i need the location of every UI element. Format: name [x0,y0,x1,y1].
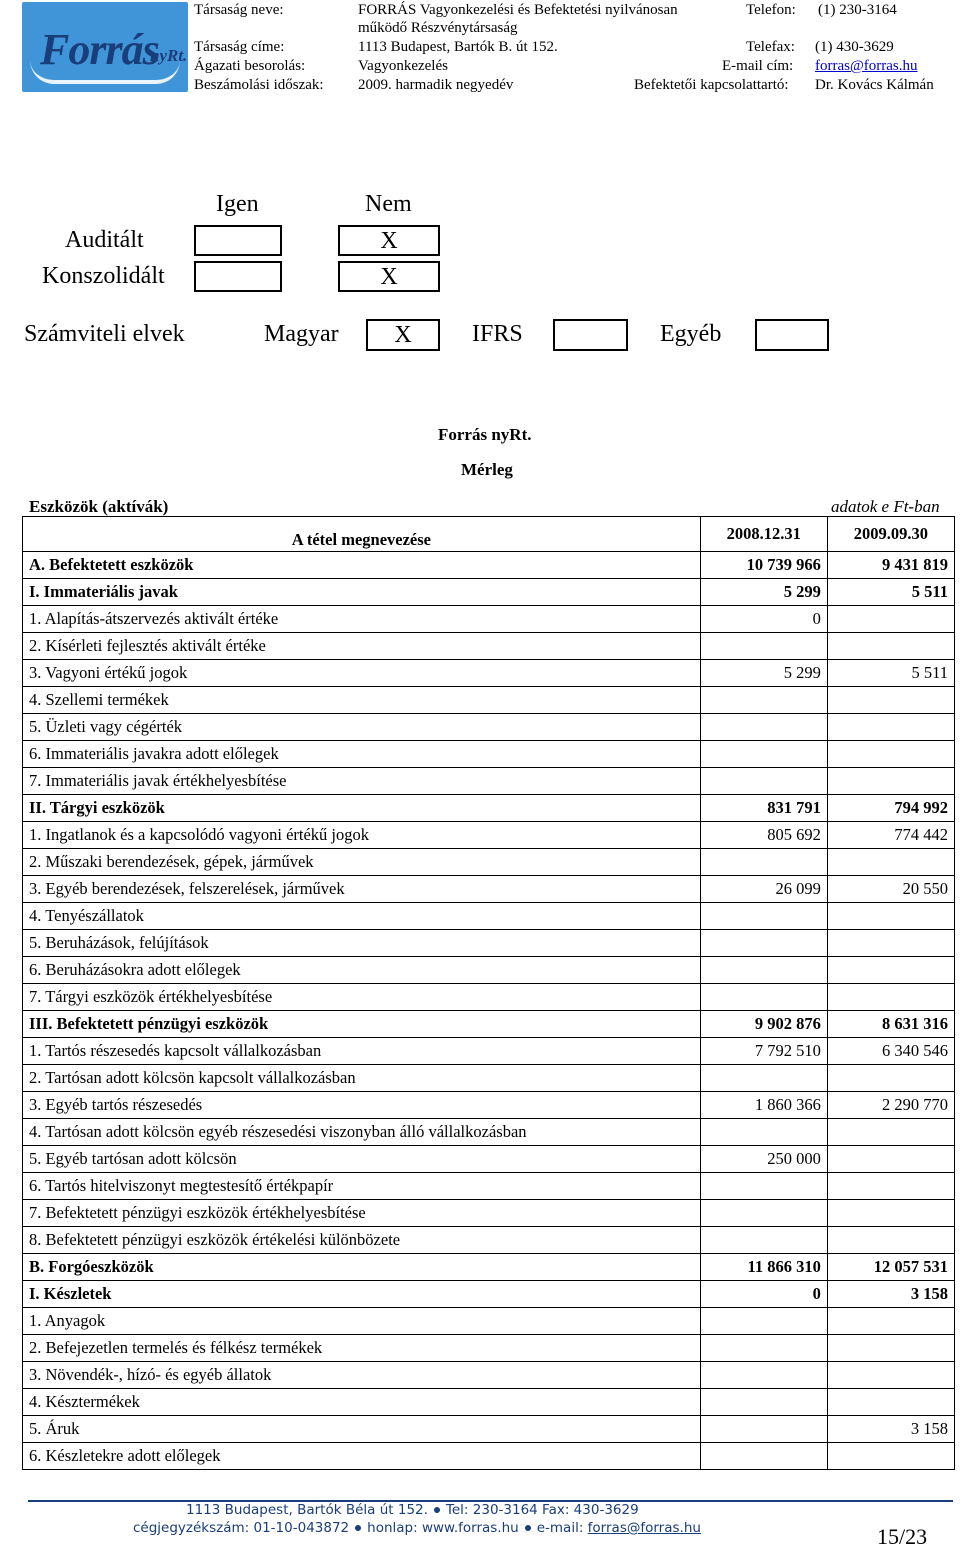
row-value-2008 [700,768,827,795]
table-row [23,1254,955,1281]
table-row [23,957,955,984]
no-header: Nem [365,191,412,217]
row-value-2009: 20 550 [827,876,954,903]
fax-label: Telefax: [746,39,795,55]
table-row [23,687,955,714]
company-name-label: Társaság neve: [194,2,284,18]
row-value-2008 [700,1335,827,1362]
company-logo [22,2,188,92]
table-row [23,1092,955,1119]
row-value-2009 [827,1065,954,1092]
row-value-2008: 805 692 [700,822,827,849]
row-value-2008 [700,1389,827,1416]
audited-no-box[interactable]: X [338,225,440,256]
row-value-2009: 12 057 531 [827,1254,954,1281]
table-row [23,1011,955,1038]
table-row [23,1065,955,1092]
row-value-2008 [700,1416,827,1443]
audited-label: Auditált [65,227,144,253]
row-value-2009 [827,768,954,795]
other-label: Egyéb [660,321,722,347]
row-name: 7. Tárgyi eszközök értékhelyesbítése [23,984,701,1011]
row-value-2009 [827,1173,954,1200]
row-value-2009: 5 511 [827,579,954,606]
row-value-2009 [827,903,954,930]
row-value-2009 [827,1227,954,1254]
row-name: 1. Alapítás-átszervezés aktivált értéke [23,606,701,633]
row-name: III. Befektetett pénzügyi eszközök [23,1011,701,1038]
row-name: 1. Anyagok [23,1308,701,1335]
row-name: 6. Készletekre adott előlegek [23,1443,701,1470]
row-value-2009: 794 992 [827,795,954,822]
row-value-2009: 8 631 316 [827,1011,954,1038]
row-value-2009 [827,741,954,768]
logo-text: Forrás [40,25,159,74]
row-value-2009: 6 340 546 [827,1038,954,1065]
row-value-2009 [827,1362,954,1389]
row-name: I. Készletek [23,1281,701,1308]
row-value-2009 [827,849,954,876]
row-name: I. Immateriális javak [23,579,701,606]
table-row [23,1038,955,1065]
row-name: 4. Tartósan adott kölcsön egyéb részesedési viszonyban álló vállalkozásban [23,1119,701,1146]
statement-title: Mérleg [461,460,513,479]
row-value-2008: 9 902 876 [700,1011,827,1038]
table-row [23,930,955,957]
row-value-2009 [827,606,954,633]
phone-label: Telefon: [746,2,796,18]
table-row [23,1119,955,1146]
col-header-2008: 2008.12.31 [700,517,827,552]
table-row [23,714,955,741]
row-value-2008: 0 [700,606,827,633]
unit-note: adatok e Ft-ban [831,497,940,516]
fax-value: (1) 430-3629 [815,39,894,55]
row-name: 4. Szellemi termékek [23,687,701,714]
row-value-2009 [827,1335,954,1362]
row-value-2009 [827,930,954,957]
row-name: 5. Egyéb tartósan adott kölcsön [23,1146,701,1173]
phone-value: (1) 230-3164 [818,2,897,18]
accounting-label: Számviteli elvek [24,321,185,347]
table-row [23,1362,955,1389]
row-value-2008: 831 791 [700,795,827,822]
row-value-2008: 5 299 [700,660,827,687]
row-value-2008 [700,714,827,741]
row-value-2008 [700,957,827,984]
investor-value: Dr. Kovács Kálmán [815,77,934,93]
row-name: 7. Immateriális javak értékhelyesbítése [23,768,701,795]
row-name: 2. Műszaki berendezések, gépek, járművek [23,849,701,876]
row-value-2009 [827,1200,954,1227]
table-row [23,1200,955,1227]
row-value-2009 [827,1389,954,1416]
table-row [23,1308,955,1335]
table-row [23,741,955,768]
table-row [23,1281,955,1308]
table-row [23,579,955,606]
row-value-2009 [827,1119,954,1146]
row-name: 1. Ingatlanok és a kapcsolódó vagyoni értékű jogok [23,822,701,849]
row-name: 2. Kísérleti fejlesztés aktivált értéke [23,633,701,660]
hungarian-box[interactable]: X [366,319,440,351]
table-row [23,1335,955,1362]
row-value-2008 [700,741,827,768]
row-value-2009 [827,1308,954,1335]
row-value-2008 [700,1065,827,1092]
consolidated-yes-box[interactable] [194,261,282,292]
row-name: A. Befektetett eszközök [23,552,701,579]
table-row [23,903,955,930]
row-value-2009 [827,1146,954,1173]
row-name: 8. Befektetett pénzügyi eszközök értékelési különbözete [23,1227,701,1254]
table-row [23,876,955,903]
footer-line2 [133,1520,701,1536]
row-name: B. Forgóeszközök [23,1254,701,1281]
email-label: E-mail cím: [722,58,794,74]
row-value-2008: 7 792 510 [700,1038,827,1065]
row-name: 2. Tartósan adott kölcsön kapcsolt vállalkozásban [23,1065,701,1092]
row-value-2009: 2 290 770 [827,1092,954,1119]
sector-label: Ágazati besorolás: [194,58,306,74]
row-name: 3. Egyéb berendezések, felszerelések, járművek [23,876,701,903]
row-value-2008 [700,1200,827,1227]
row-value-2008: 10 739 966 [700,552,827,579]
row-name: 6. Tartós hitelviszonyt megtestesítő értékpapír [23,1173,701,1200]
row-name: 3. Egyéb tartós részesedés [23,1092,701,1119]
row-value-2008 [700,1443,827,1470]
row-value-2008 [700,1227,827,1254]
page-number: 15/23 [877,1524,928,1549]
row-value-2008 [700,1362,827,1389]
row-name: 5. Áruk [23,1416,701,1443]
row-value-2008 [700,687,827,714]
bullet-icon [355,1525,361,1531]
table-row [23,660,955,687]
row-value-2008 [700,930,827,957]
row-value-2009 [827,984,954,1011]
table-row [23,606,955,633]
row-value-2009 [827,1443,954,1470]
table-header-row [23,517,955,552]
footer-address: 1113 Budapest, Bartók Béla út 152. [186,1502,428,1518]
row-value-2009: 3 158 [827,1416,954,1443]
footer-web[interactable]: honlap: www.forras.hu [367,1520,519,1536]
table-row [23,633,955,660]
footer-email-link[interactable]: forras@forras.hu [587,1520,701,1536]
row-name: 4. Tenyészállatok [23,903,701,930]
row-value-2009 [827,957,954,984]
balance-sheet-table [22,516,955,1470]
logo-suffix: nyRt. [150,46,188,65]
row-name: II. Tárgyi eszközök [23,795,701,822]
row-value-2009: 5 511 [827,660,954,687]
email-link[interactable]: forras@forras.hu [815,58,918,74]
company-name-line1: FORRÁS Vagyonkezelési és Befektetési nyilvánosan [358,2,678,18]
col-header-2009: 2009.09.30 [827,517,954,552]
row-value-2008 [700,903,827,930]
row-value-2008 [700,1308,827,1335]
col-header-name: A tétel megnevezése [23,517,701,552]
bullet-icon [525,1525,531,1531]
row-name: 5. Üzleti vagy cégérték [23,714,701,741]
row-name: 5. Beruházások, felújítások [23,930,701,957]
row-value-2008 [700,633,827,660]
consolidated-no-box[interactable]: X [338,261,440,292]
sector-value: Vagyonkezelés [358,58,448,74]
row-name: 2. Befejezetlen termelés és félkész termékek [23,1335,701,1362]
hungarian-label: Magyar [264,321,339,347]
row-value-2008 [700,849,827,876]
row-value-2008 [700,1173,827,1200]
table-row [23,1173,955,1200]
bullet-icon [434,1507,440,1513]
row-value-2009 [827,633,954,660]
row-name: 6. Beruházásokra adott előlegek [23,957,701,984]
row-value-2008: 5 299 [700,579,827,606]
row-value-2008: 0 [700,1281,827,1308]
consolidated-label: Konszolidált [42,263,165,289]
row-value-2008 [700,1119,827,1146]
company-title: Forrás nyRt. [438,425,532,444]
table-row [23,849,955,876]
yes-header: Igen [216,191,259,217]
investor-label: Befektetői kapcsolattartó: [634,77,789,93]
table-row [23,795,955,822]
row-value-2009: 3 158 [827,1281,954,1308]
address-value: 1113 Budapest, Bartók B. út 152. [358,39,558,55]
row-name: 3. Növendék-, hízó- és egyéb állatok [23,1362,701,1389]
row-value-2009: 9 431 819 [827,552,954,579]
footer-reg: cégjegyzékszám: 01-10-043872 [133,1520,350,1536]
row-value-2009 [827,687,954,714]
audited-yes-box[interactable] [194,225,282,256]
row-value-2008: 26 099 [700,876,827,903]
row-name: 7. Befektetett pénzügyi eszközök értékhelyesbítése [23,1200,701,1227]
footer-phone: Tel: 230-3164 Fax: 430-3629 [445,1502,639,1518]
table-row [23,984,955,1011]
footer-email-label: e-mail: [536,1520,584,1536]
footer-line1 [186,1502,639,1518]
table-row [23,1146,955,1173]
table-row [23,1416,955,1443]
row-name: 3. Vagyoni értékű jogok [23,660,701,687]
row-value-2009: 774 442 [827,822,954,849]
table-row [23,768,955,795]
period-label: Beszámolási időszak: [194,77,324,93]
row-value-2008: 1 860 366 [700,1092,827,1119]
row-value-2009 [827,714,954,741]
company-name-line2: működő Részvénytársaság [358,20,518,36]
ifrs-box[interactable] [553,319,628,351]
row-name: 4. Késztermékek [23,1389,701,1416]
address-label: Társaság címe: [194,39,285,55]
ifrs-label: IFRS [472,321,523,347]
row-name: 6. Immateriális javakra adott előlegek [23,741,701,768]
section-title: Eszközök (aktívák) [29,497,169,516]
table-row [23,1227,955,1254]
table-row [23,822,955,849]
period-value: 2009. harmadik negyedév [358,77,514,93]
row-value-2008: 250 000 [700,1146,827,1173]
row-value-2008: 11 866 310 [700,1254,827,1281]
table-row [23,552,955,579]
table-row [23,1443,955,1470]
table-row [23,1389,955,1416]
row-name: 1. Tartós részesedés kapcsolt vállalkozásban [23,1038,701,1065]
other-box[interactable] [755,319,829,351]
row-value-2008 [700,984,827,1011]
